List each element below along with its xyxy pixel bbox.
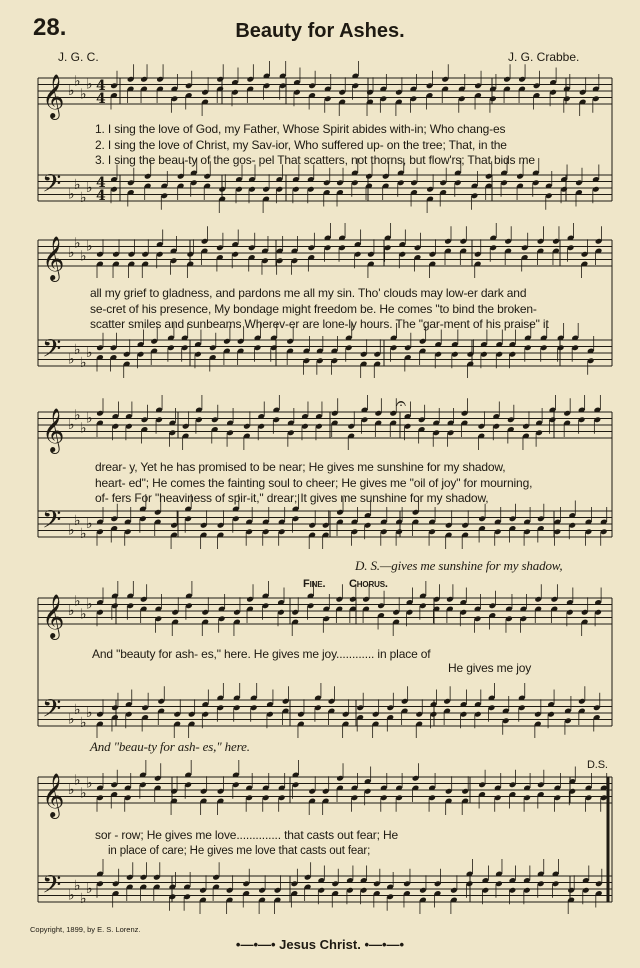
flat-sign: ♭ bbox=[86, 410, 93, 427]
bass-clef: 𝄢 bbox=[42, 505, 62, 541]
flat-sign: ♭ bbox=[86, 180, 93, 196]
chorus-lyric-upper: And "beauty for ash- es," here. He gives me joy............ in place of bbox=[92, 647, 431, 661]
verse-2-line-1: 2. I sing the love of Christ, my Sav-ior, Who suffered up- on the tree; That, in the bbox=[95, 138, 507, 152]
flat-sign: ♭ bbox=[86, 516, 93, 532]
footer-ornament-right: •—•—• bbox=[364, 937, 405, 952]
flat-sign: ♭ bbox=[74, 772, 81, 789]
hymn-number: 28. bbox=[33, 14, 67, 41]
flat-sign: ♭ bbox=[86, 596, 93, 613]
verse-1-line-3: drear- y, Yet he has promised to be near; He gives me sunshine for my shadow, bbox=[95, 460, 506, 474]
treble-clef: 𝄞 bbox=[42, 594, 65, 638]
bass-clef: 𝄢 bbox=[42, 694, 62, 730]
time-signature: 4 bbox=[96, 78, 106, 94]
flat-sign: ♭ bbox=[86, 238, 93, 255]
treble-clef: 𝄞 bbox=[42, 74, 65, 118]
flat-sign: ♭ bbox=[80, 354, 87, 371]
flat-sign: ♭ bbox=[86, 881, 93, 897]
flat-sign: ♭ bbox=[68, 603, 75, 619]
treble-clef: 𝄞 bbox=[42, 773, 65, 817]
flat-sign: ♭ bbox=[68, 83, 75, 99]
flat-sign: ♭ bbox=[74, 701, 81, 718]
verse-1-line-1: 1. I sing the love of God, my Father, Whose Spirit abides with-in; Who chang-es bbox=[95, 122, 506, 136]
bass-clef: 𝄢 bbox=[42, 870, 62, 906]
verse-2-line-3: heart- ed"; He comes the fainting soul to cheer; He gives me "oil of joy" for mourning, bbox=[95, 476, 533, 490]
chorus-lyric-bass: And "beau-ty for ash- es," here. bbox=[90, 739, 250, 754]
verse-3-line-1: 3. I sing the beau-ty of the gos- pel That scatters, not thorns, but flow'rs; That bids me bbox=[95, 153, 535, 167]
flat-sign: ♭ bbox=[68, 186, 75, 203]
flat-sign: ♭ bbox=[68, 351, 75, 368]
flat-sign: ♭ bbox=[80, 606, 87, 623]
flat-sign: ♭ bbox=[68, 887, 75, 904]
flat-sign: ♭ bbox=[68, 417, 75, 433]
flat-sign: ♭ bbox=[74, 341, 81, 358]
fine-label: Fine. bbox=[303, 578, 326, 590]
flat-sign: ♭ bbox=[68, 245, 75, 261]
flat-sign: ♭ bbox=[86, 76, 93, 93]
flat-sign: ♭ bbox=[80, 714, 87, 731]
bass-clef: 𝄢 bbox=[42, 334, 62, 370]
ds-label: D.S. bbox=[587, 759, 608, 771]
verse-1-line-2: all my grief to gladness, and pardons me all my sin. Tho' clouds may low-er dark and bbox=[90, 286, 527, 300]
flat-sign: ♭ bbox=[80, 890, 87, 907]
chorus-lyric-line-2: sor - row; He gives me love.............. that casts out fear; He bbox=[95, 828, 399, 842]
flat-sign: ♭ bbox=[86, 345, 93, 361]
flat-sign: ♭ bbox=[74, 73, 81, 90]
footer-topic bbox=[0, 937, 640, 952]
chorus-label: Chorus. bbox=[349, 578, 388, 590]
flat-sign: ♭ bbox=[80, 525, 87, 542]
fermata-sign: 𝄐 bbox=[396, 393, 407, 413]
treble-clef: 𝄞 bbox=[42, 236, 65, 280]
footer-topic-label: Jesus Christ. bbox=[279, 937, 361, 952]
verse-3-line-3: of- fers For "heaviness of spir-it," drear; It gives me sunshine for my shadow, bbox=[95, 491, 489, 505]
flat-sign: ♭ bbox=[80, 248, 87, 265]
ds-lyric: D. S.—gives me sunshine for my shadow, bbox=[355, 558, 563, 573]
flat-sign: ♭ bbox=[74, 176, 81, 193]
time-signature: 4 bbox=[96, 175, 106, 191]
flat-sign: ♭ bbox=[74, 235, 81, 252]
verse-3-line-2: scatter smiles and sunbeams Wherev-er are lone-ly hours. The "gar-ment of his praise" it bbox=[90, 317, 549, 331]
flat-sign: ♭ bbox=[86, 705, 93, 721]
flat-sign: ♭ bbox=[68, 522, 75, 539]
treble-clef: 𝄞 bbox=[42, 408, 65, 452]
composer-credit: J. G. Crabbe. bbox=[508, 50, 580, 64]
copyright-notice: Copyright, 1899, by E. S. Lorenz. bbox=[30, 925, 141, 934]
verse-2-line-2: se-cret of his presence, My bondage might freedom be. He comes "to bind the broken- bbox=[90, 302, 537, 316]
flat-sign: ♭ bbox=[74, 407, 81, 424]
hymn-title: Beauty for Ashes. bbox=[235, 20, 405, 42]
flat-sign: ♭ bbox=[86, 775, 93, 792]
footer-ornament-left: •—•—• bbox=[235, 937, 276, 952]
flat-sign: ♭ bbox=[74, 877, 81, 894]
bass-clef: 𝄢 bbox=[42, 169, 62, 205]
flat-sign: ♭ bbox=[80, 420, 87, 437]
flat-sign: ♭ bbox=[74, 593, 81, 610]
flat-sign: ♭ bbox=[68, 782, 75, 798]
flat-sign: ♭ bbox=[68, 711, 75, 728]
time-signature: 4 bbox=[96, 188, 106, 204]
flat-sign: ♭ bbox=[80, 189, 87, 206]
flat-sign: ♭ bbox=[74, 512, 81, 529]
chorus-lyric-line-2-alto: in place of care; He gives me love that casts out fear; bbox=[108, 845, 371, 857]
flat-sign: ♭ bbox=[80, 785, 87, 802]
time-signature: 4 bbox=[96, 91, 106, 107]
flat-sign: ♭ bbox=[80, 86, 87, 103]
lyricist-credit: J. G. C. bbox=[58, 50, 99, 64]
chorus-lyric-alto: He gives me joy bbox=[448, 661, 532, 675]
